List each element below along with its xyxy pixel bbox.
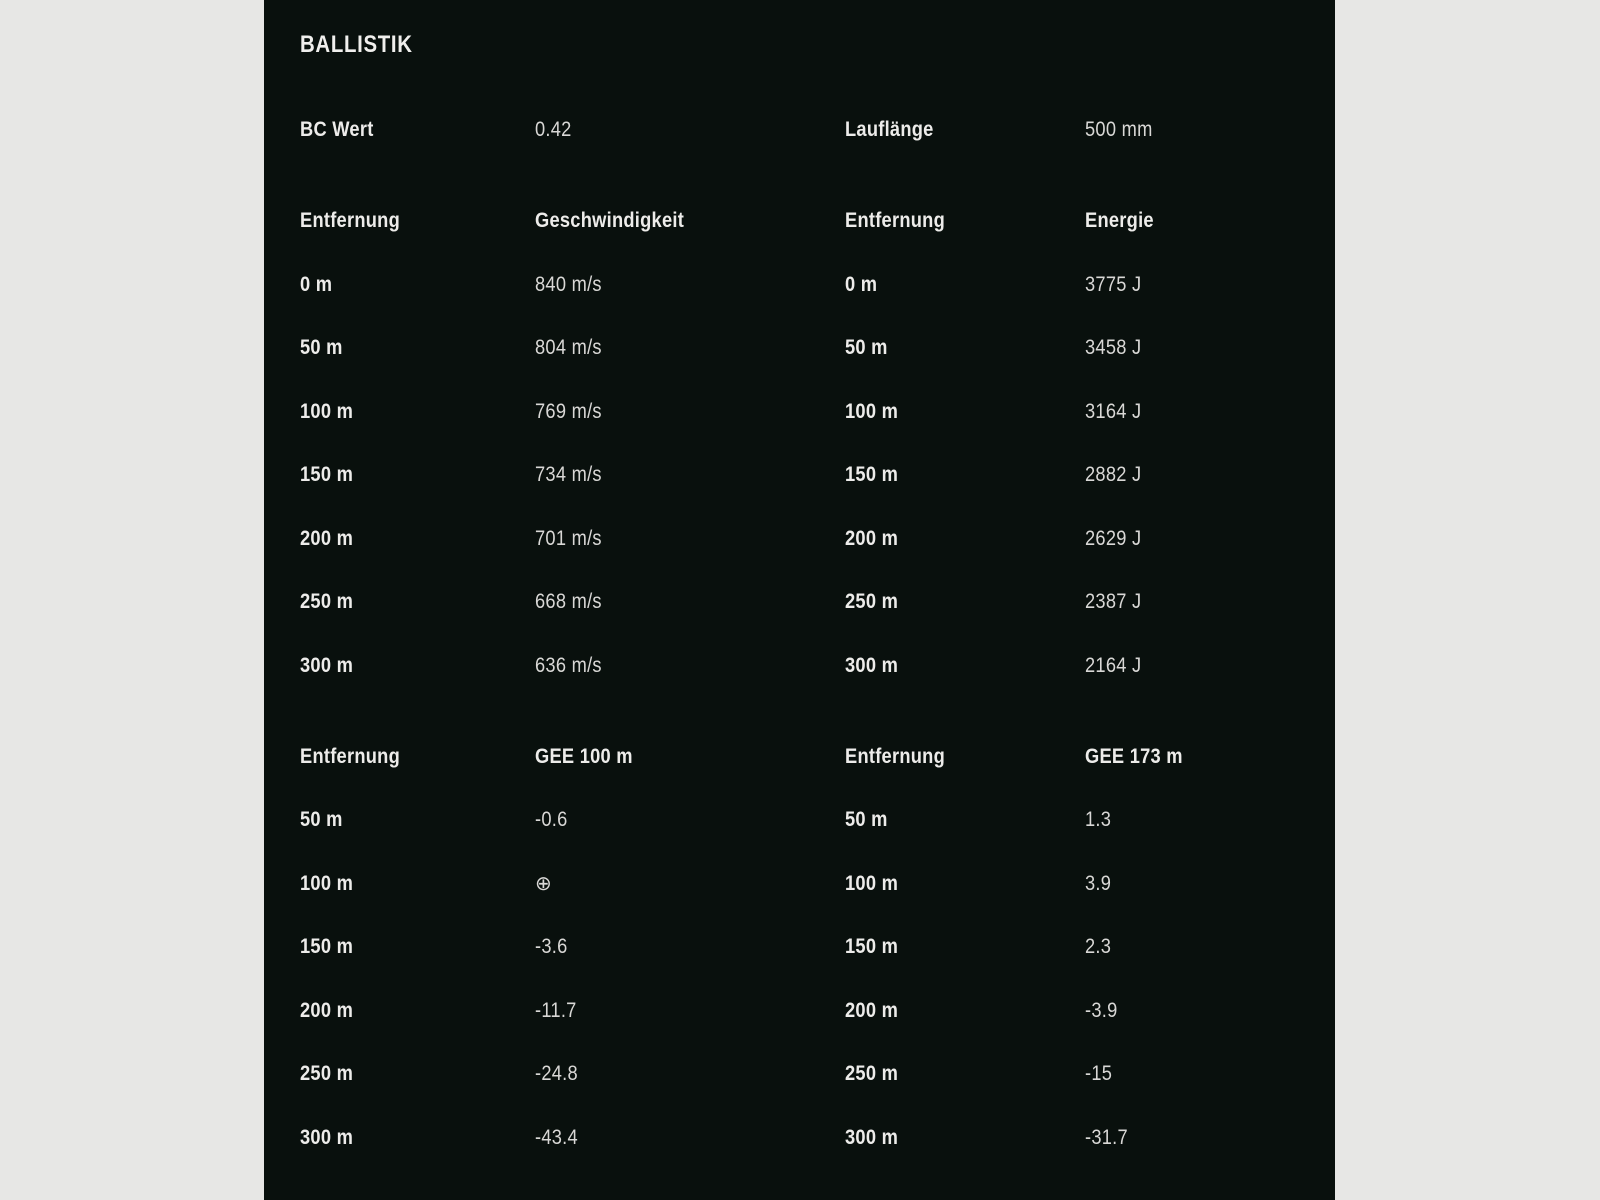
distance-cell: 300 m xyxy=(300,652,354,677)
distance-cell: 300 m xyxy=(845,652,899,677)
velocity-column-header: Geschwindigkeit xyxy=(535,208,685,233)
barrel-length-value: 500 mm xyxy=(1085,117,1153,142)
distance-cell: 200 m xyxy=(845,997,899,1022)
info-row xyxy=(264,98,1335,162)
value-cell: -31.7 xyxy=(1085,1124,1128,1149)
table-row xyxy=(264,380,1335,444)
distance-cell: 50 m xyxy=(845,807,888,832)
value-cell: -3.6 xyxy=(535,934,568,959)
value-cell: 636 m/s xyxy=(535,652,602,677)
distance-cell: 300 m xyxy=(845,1124,899,1149)
distance-cell: 150 m xyxy=(845,934,899,959)
table-row xyxy=(264,1042,1335,1106)
distance-cell: 150 m xyxy=(300,462,354,487)
distance-cell: 100 m xyxy=(300,398,354,423)
distance-cell: 200 m xyxy=(300,525,354,550)
page-title-text: BALLISTIK xyxy=(300,31,413,58)
distance-cell: 100 m xyxy=(300,870,354,895)
distance-cell: 100 m xyxy=(845,870,899,895)
table-row xyxy=(264,443,1335,507)
distance-cell: 100 m xyxy=(845,398,899,423)
distance-cell: 50 m xyxy=(300,335,343,360)
value-cell: 3.9 xyxy=(1085,870,1112,895)
table-row xyxy=(264,788,1335,852)
value-cell: 3164 J xyxy=(1085,398,1142,423)
barrel-length-label: Lauflänge xyxy=(845,117,934,142)
distance-cell: 50 m xyxy=(845,335,888,360)
bc-value-label: BC Wert xyxy=(300,117,374,142)
table-row xyxy=(264,979,1335,1043)
value-cell: -3.9 xyxy=(1085,997,1118,1022)
ballistics-table xyxy=(264,98,1335,1169)
gee-173-column-header: GEE 173 m xyxy=(1085,743,1183,768)
table-row xyxy=(264,253,1335,317)
value-cell: -11.7 xyxy=(535,997,577,1022)
distance-cell: 200 m xyxy=(845,525,899,550)
gee-header-row xyxy=(264,725,1335,789)
page-title xyxy=(300,33,1335,57)
value-cell: -24.8 xyxy=(535,1061,578,1086)
distance-cell: 250 m xyxy=(300,1061,354,1086)
distance-cell: 250 m xyxy=(845,589,899,614)
ballistics-panel xyxy=(264,0,1335,1200)
table-row xyxy=(264,316,1335,380)
value-cell: 2387 J xyxy=(1085,589,1142,614)
value-cell: 701 m/s xyxy=(535,525,602,550)
distance-cell: 150 m xyxy=(845,462,899,487)
value-cell: 2629 J xyxy=(1085,525,1142,550)
value-cell: 668 m/s xyxy=(535,589,602,614)
zero-point-crosshair-icon: ⊕ xyxy=(535,872,553,895)
distance-column-header: Entfernung xyxy=(300,743,401,768)
table-row xyxy=(264,852,1335,916)
distance-column-header: Entfernung xyxy=(845,743,946,768)
value-cell: 3775 J xyxy=(1085,271,1142,296)
value-cell: 3458 J xyxy=(1085,335,1142,360)
table-row xyxy=(264,1106,1335,1170)
distance-cell: 250 m xyxy=(300,589,354,614)
value-cell: -15 xyxy=(1085,1061,1113,1086)
value-cell: 734 m/s xyxy=(535,462,602,487)
distance-cell: 200 m xyxy=(300,997,354,1022)
gee-100-column-header: GEE 100 m xyxy=(535,743,633,768)
value-cell: -0.6 xyxy=(535,807,568,832)
distance-column-header: Entfernung xyxy=(845,208,946,233)
value-cell: 2.3 xyxy=(1085,934,1112,959)
distance-column-header: Entfernung xyxy=(300,208,401,233)
table-row xyxy=(264,634,1335,698)
distance-cell: 300 m xyxy=(300,1124,354,1149)
value-cell: 2164 J xyxy=(1085,652,1142,677)
energy-column-header: Energie xyxy=(1085,208,1154,233)
value-cell: -43.4 xyxy=(535,1124,578,1149)
value-cell: 804 m/s xyxy=(535,335,602,360)
table-row xyxy=(264,507,1335,571)
value-cell: 2882 J xyxy=(1085,462,1142,487)
table-row xyxy=(264,915,1335,979)
distance-cell: 0 m xyxy=(300,271,333,296)
distance-cell: 50 m xyxy=(300,807,343,832)
velocity-energy-header-row xyxy=(264,189,1335,253)
distance-cell: 0 m xyxy=(845,271,878,296)
table-row xyxy=(264,570,1335,634)
distance-cell: 250 m xyxy=(845,1061,899,1086)
value-cell: 840 m/s xyxy=(535,271,602,296)
bc-value: 0.42 xyxy=(535,117,572,142)
distance-cell: 150 m xyxy=(300,934,354,959)
value-cell: 769 m/s xyxy=(535,398,602,423)
value-cell: 1.3 xyxy=(1085,807,1112,832)
